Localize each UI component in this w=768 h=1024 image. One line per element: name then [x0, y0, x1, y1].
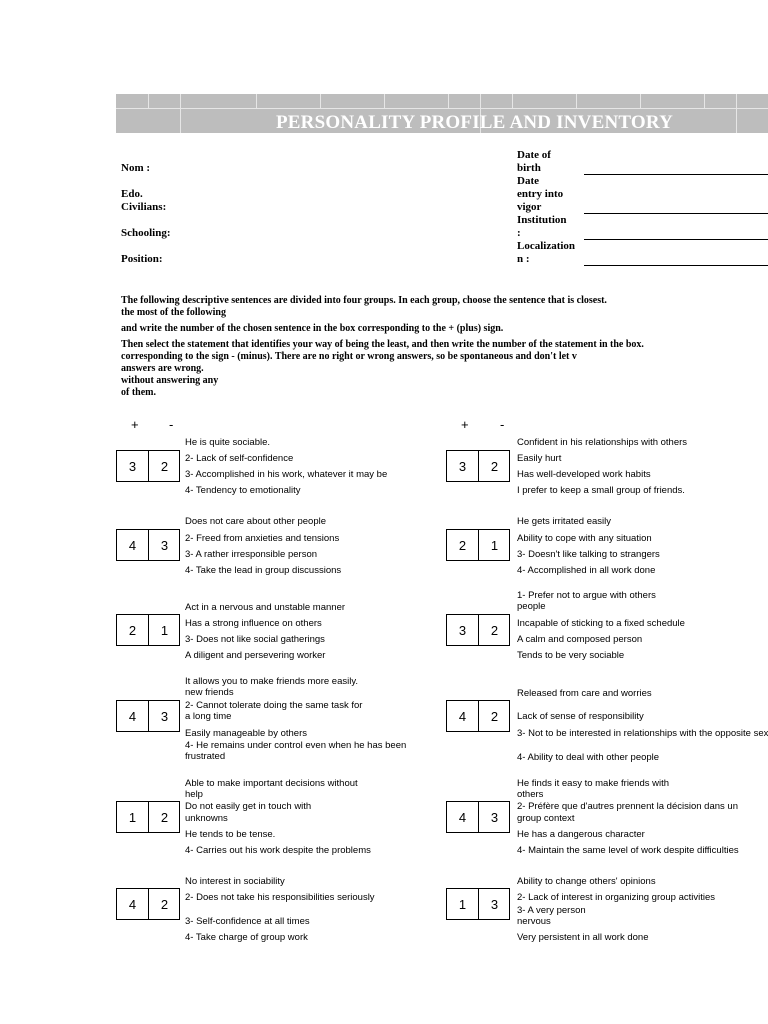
answer-box	[116, 529, 180, 561]
statement-line: He has a dangerous character	[517, 829, 645, 840]
statement-line: 4- Maintain the same level of work despite difficulties	[517, 845, 739, 856]
statement-line: 4- Carries out his work despite the problems	[185, 845, 371, 856]
institution-label-2: :	[517, 227, 521, 239]
statement-line: 3- Accomplished in his work, whatever it may be	[185, 469, 388, 480]
minus-answer-cell[interactable]: 2	[490, 459, 499, 474]
plus-answer-cell[interactable]: 4	[128, 538, 137, 553]
answer-box	[446, 529, 510, 561]
answer-box	[446, 614, 510, 646]
localization-field[interactable]	[584, 265, 768, 266]
minus-answer-cell[interactable]: 2	[160, 459, 169, 474]
statement-line: 2- Lack of interest in organizing group activities	[517, 892, 716, 903]
plus-answer-cell[interactable]: 3	[128, 459, 137, 474]
statement-line: people	[517, 601, 546, 612]
institution-label-1: Institution	[517, 214, 567, 226]
statement-line: frustrated	[185, 751, 226, 762]
statement-line: Has a strong influence on others	[185, 618, 322, 629]
statement-line: Has well-developed work habits	[517, 469, 651, 480]
statement-line: Very persistent in all work done	[517, 932, 649, 943]
nom-label: Nom :	[121, 162, 151, 174]
statement-line: new friends	[185, 687, 234, 698]
statement-line: 3- Doesn't like talking to strangers	[517, 549, 660, 560]
instruction-line: the most of the following	[121, 307, 226, 318]
statement-line: He gets irritated easily	[517, 516, 611, 527]
instruction-line: The following descriptive sentences are divided into four groups. In each group, choose the sentence that is closest.	[121, 295, 607, 306]
instruction-line: corresponding to the sign - (minus). There are no right or wrong answers, so be spontaneous and don't let v	[121, 351, 577, 362]
plus-answer-cell[interactable]: 1	[458, 897, 467, 912]
minus-sign-left: -	[169, 417, 174, 432]
statement-line: Ability to change others' opinions	[517, 876, 656, 887]
page-title: PERSONALITY PROFILE AND INVENTORY	[276, 112, 674, 133]
date-of-birth-field[interactable]	[584, 174, 768, 175]
plus-sign-right: +	[461, 417, 469, 432]
answer-box	[116, 801, 180, 833]
plus-answer-cell[interactable]: 3	[458, 459, 467, 474]
statement-line: Lack of sense of responsibility	[517, 711, 644, 722]
instruction-line: answers are wrong.	[121, 363, 204, 374]
statement-line: unknowns	[185, 813, 228, 824]
answer-box	[446, 801, 510, 833]
statement-line: Easily hurt	[517, 453, 562, 464]
instruction-line: and write the number of the chosen sentence in the box corresponding to the + (plus) sign.	[121, 323, 504, 334]
answer-box	[446, 450, 510, 482]
statement-line: 3- Does not like social gatherings	[185, 634, 325, 645]
statement-line: 4- Accomplished in all work done	[517, 565, 656, 576]
minus-answer-cell[interactable]: 2	[490, 709, 499, 724]
position-label: Position:	[121, 253, 163, 265]
answer-box	[116, 450, 180, 482]
statement-line: No interest in sociability	[185, 876, 285, 887]
plus-answer-cell[interactable]: 4	[128, 897, 137, 912]
plus-answer-cell[interactable]: 1	[128, 810, 137, 825]
statement-line: 4- Take the lead in group discussions	[185, 565, 342, 576]
statement-line: He tends to be tense.	[185, 829, 276, 840]
plus-answer-cell[interactable]: 2	[458, 538, 467, 553]
statement-line: 2- Does not take his responsibilities seriously	[185, 892, 375, 903]
statement-line: 2- Cannot tolerate doing the same task for	[185, 700, 363, 711]
plus-sign-left: +	[131, 417, 139, 432]
edo-label: Edo.	[121, 188, 143, 200]
date-entry-label-3: vigor	[517, 201, 542, 213]
plus-answer-cell[interactable]: 3	[458, 623, 467, 638]
institution-field[interactable]	[584, 239, 768, 240]
statement-line: I prefer to keep a small group of friends.	[517, 485, 685, 496]
statement-line: Do not easily get in touch with	[185, 801, 312, 812]
minus-answer-cell[interactable]: 3	[160, 709, 169, 724]
minus-answer-cell[interactable]: 3	[160, 538, 169, 553]
plus-answer-cell[interactable]: 2	[128, 623, 137, 638]
statement-line: help	[185, 789, 203, 800]
plus-answer-cell[interactable]: 4	[128, 709, 137, 724]
statement-line: Easily manageable by others	[185, 728, 307, 739]
statement-line: A diligent and persevering worker	[185, 650, 326, 661]
schooling-label: Schooling:	[121, 227, 171, 239]
statement-line: 3- Not to be interested in relationships with the opposite sex	[517, 728, 768, 739]
instruction-line: without answering any	[121, 375, 219, 386]
statement-line: a long time	[185, 711, 232, 722]
statement-line: He finds it easy to make friends with	[517, 778, 670, 789]
date-entry-label-1: Date	[517, 175, 539, 187]
answer-box	[116, 700, 180, 732]
statement-line: 4- Ability to deal with other people	[517, 752, 660, 763]
date-entry-label-2: entry into	[517, 188, 564, 200]
answer-box	[446, 888, 510, 920]
instruction-line: of them.	[121, 387, 156, 398]
statement-line: Released from care and worries	[517, 688, 652, 699]
minus-answer-cell[interactable]: 2	[160, 810, 169, 825]
date-of-birth-label-1: Date of	[517, 149, 551, 161]
statement-line: Does not care about other people	[185, 516, 327, 527]
statement-line: It allows you to make friends more easily.	[185, 676, 359, 687]
statement-line: Confident in his relationships with others	[517, 437, 688, 448]
localization-label-2: n :	[517, 253, 530, 265]
minus-answer-cell[interactable]: 2	[160, 897, 169, 912]
statement-line: 4- Take charge of group work	[185, 932, 308, 943]
statement-line: 1- Prefer not to argue with others	[517, 590, 656, 601]
minus-answer-cell[interactable]: 1	[160, 623, 169, 638]
statement-line: He is quite sociable.	[185, 437, 271, 448]
minus-answer-cell[interactable]: 1	[490, 538, 499, 553]
statement-line: 2- Lack of self-confidence	[185, 453, 294, 464]
minus-answer-cell[interactable]: 3	[490, 810, 499, 825]
statement-line: A calm and composed person	[517, 634, 643, 645]
statement-line: 4- He remains under control even when he has been	[185, 740, 407, 751]
plus-answer-cell[interactable]: 4	[458, 709, 467, 724]
plus-answer-cell[interactable]: 4	[458, 810, 467, 825]
statement-line: Tends to be very sociable	[517, 650, 625, 661]
minus-sign-right: -	[500, 417, 505, 432]
date-of-birth-label-2: birth	[517, 162, 541, 174]
minus-answer-cell[interactable]: 2	[490, 623, 499, 638]
statement-line: 3- Self-confidence at all times	[185, 916, 310, 927]
statement-line: 3- A very person	[517, 905, 586, 916]
statement-line: 2- Préfère que d'autres prennent la décision dans un	[517, 801, 738, 812]
answer-box	[116, 888, 180, 920]
answer-box	[446, 700, 510, 732]
statement-line: Act in a nervous and unstable manner	[185, 602, 346, 613]
statement-line: group context	[517, 813, 575, 824]
statement-line: Ability to cope with any situation	[517, 533, 652, 544]
instruction-line: Then select the statement that identifies your way of being the least, and then write the number of the statement in the box.	[121, 339, 644, 350]
statement-line: 4- Tendency to emotionality	[185, 485, 301, 496]
date-entry-field[interactable]	[584, 213, 768, 214]
answer-box	[116, 614, 180, 646]
statement-line: nervous	[517, 916, 551, 927]
statement-line: Able to make important decisions without	[185, 778, 358, 789]
statement-line: 3- A rather irresponsible person	[185, 549, 318, 560]
minus-answer-cell[interactable]: 3	[490, 897, 499, 912]
localization-label-1: Localization	[517, 240, 576, 252]
statement-line: others	[517, 789, 544, 800]
statement-line: Incapable of sticking to a fixed schedule	[517, 618, 685, 629]
civilians-label: Civilians:	[121, 201, 167, 213]
statement-line: 2- Freed from anxieties and tensions	[185, 533, 340, 544]
